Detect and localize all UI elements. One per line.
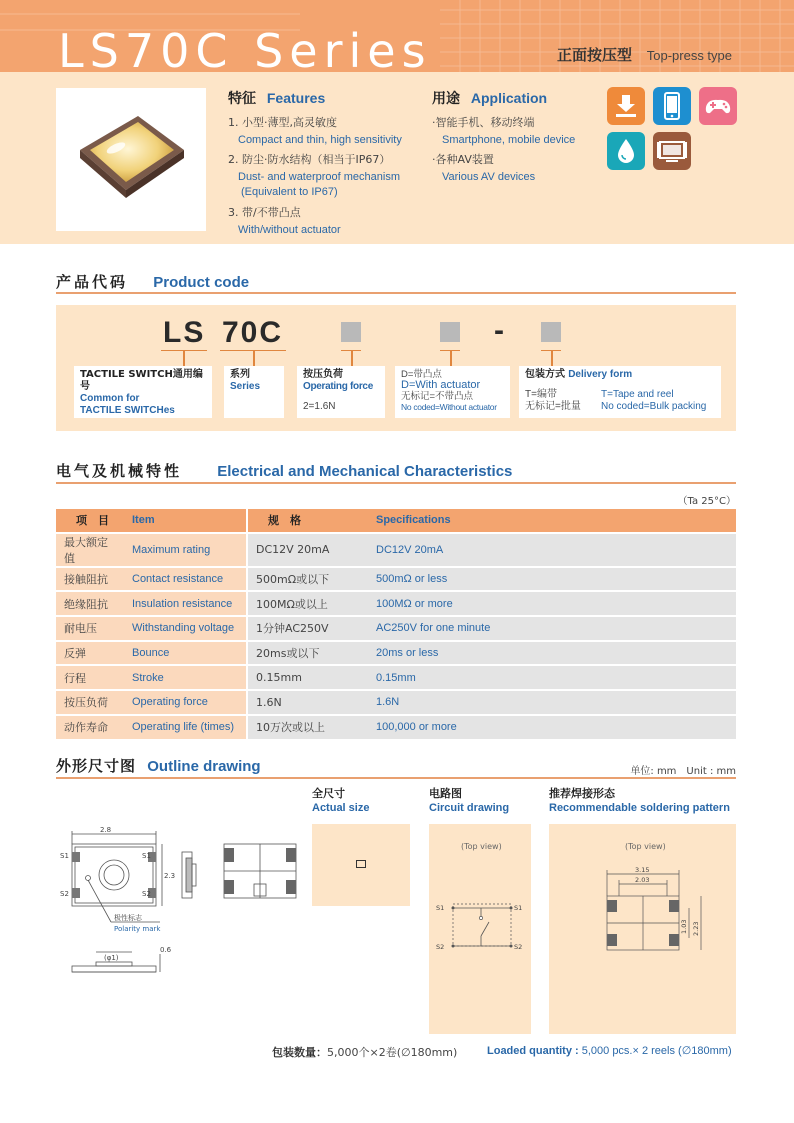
feature-1-cn: 1. 小型·薄型,高灵敏度: [228, 116, 337, 129]
features-heading: 特征 Features: [228, 90, 326, 107]
code-force-box: [341, 322, 361, 342]
dim-315: 3.15: [635, 866, 650, 874]
page-title: LS70C Series: [58, 24, 432, 72]
features-list: [228, 115, 402, 238]
circuit-s1-right: S1: [514, 904, 523, 912]
code-leader-force: [351, 350, 353, 366]
circuit-top-view: (Top view): [461, 842, 502, 851]
solder-top-view: (Top view): [625, 842, 666, 851]
product-code-heading: 产品代码 Product code: [56, 273, 250, 291]
dim-203: 2.03: [635, 876, 650, 884]
outline-drawing: [56, 822, 306, 992]
table-row: 行程 Stroke 0.15mm 0.15mm: [56, 666, 736, 689]
characteristics-heading: 电气及机械特性 Electrical and Mechanical Characteristics: [56, 462, 513, 480]
solder-box: [549, 824, 736, 1034]
application-list: [432, 115, 575, 185]
dim-width: 2.8: [100, 826, 112, 834]
dim-223: 2.23: [692, 921, 700, 936]
solder-heading: 推荐焊接形态 Recommendable soldering pattern: [549, 787, 730, 814]
feature-2-en: Dust- and waterproof mechanism: [238, 171, 401, 183]
pin-s2-right: S2: [142, 890, 151, 898]
circuit-heading: 电路图 Circuit drawing: [429, 787, 510, 814]
table-row: 动作寿命 Operating life (times) 10万次或以上 100,000 or more: [56, 716, 736, 739]
feature-2-en2: (Equivalent to IP67): [241, 186, 338, 198]
qty-en: Loaded quantity : 5,000 pcs.× 2 reels (∅180mm): [487, 1045, 732, 1057]
code-leader-ls: [183, 350, 185, 366]
product-code-rule: [56, 292, 736, 294]
card-delivery: 包装方式 Delivery form T=编带 T=Tape and reel 无标记=批量 No coded=Bulk packing: [519, 366, 721, 418]
code-leader-series: [253, 350, 255, 366]
table-row: 反弹 Bounce 20ms或以下 20ms or less: [56, 642, 736, 665]
outline-rule: [56, 777, 736, 779]
unit-label: 单位: mm Unit : mm: [630, 766, 736, 777]
table-row: 最大额定值 Maximum rating DC12V 20mA DC12V 20mA: [56, 534, 736, 566]
outline-heading: 外形尺寸图 Outline drawing: [56, 757, 261, 775]
water-drop-icon: [607, 132, 645, 170]
press-type-en: Top-press type: [646, 48, 732, 63]
product-photo: [56, 88, 206, 231]
card-actuator: D=带凸点 D=With actuator 无标记=不带凸点 No coded=Without actuator: [395, 366, 510, 418]
table-row: 绝缘阻抗 Insulation resistance 100MΩ或以上 100MΩ or more: [56, 592, 736, 615]
code-dash: -: [494, 314, 506, 347]
gamepad-icon: [699, 87, 737, 125]
qty-cn: 包装数量：5,000个×2卷(∅180mm): [272, 1046, 458, 1059]
smartphone-icon: [653, 87, 691, 125]
circuit-s1-left: S1: [436, 904, 445, 912]
card-tactile: TACTILE SWITCH通用编号 Common for TACTILE SWITCHes: [74, 366, 212, 418]
circuit-s2-left: S2: [436, 943, 445, 951]
table-header-row: 项 目 Item 规 格 Specifications: [56, 509, 736, 532]
pin-s1-left: S1: [60, 852, 69, 860]
polarity-cn: 极性标志: [114, 914, 142, 922]
table-row: 接触阻抗 Contact resistance 500mΩ或以下 500mΩ or less: [56, 568, 736, 591]
ambient-temp: （Ta 25°C）: [677, 496, 736, 507]
download-icon: [607, 87, 645, 125]
actual-size-heading: 全尺寸 Actual size: [312, 787, 370, 814]
application-1-en: Smartphone, mobile device: [442, 134, 576, 146]
code-actuator-box: [440, 322, 460, 342]
header-banner: [0, 0, 794, 72]
characteristics-table: [56, 507, 736, 741]
pin-s1-right: S1: [142, 852, 151, 860]
dim-height: 2.3: [164, 872, 176, 880]
code-ls: LS: [163, 316, 206, 349]
polarity-en: Polarity mark: [114, 925, 161, 933]
tv-icon: [653, 132, 691, 170]
feature-3-en: With/without actuator: [238, 224, 341, 236]
dim-diameter: (φ1): [104, 954, 119, 962]
application-1-cn: ·智能手机、移动终端: [432, 116, 535, 129]
code-delivery-box: [541, 322, 561, 342]
circuit-s2-right: S2: [514, 943, 523, 951]
characteristics-rule: [56, 482, 736, 484]
card-series: 系列 Series: [224, 366, 284, 418]
application-heading: 用途 Application: [432, 90, 548, 107]
card-force: 按压负荷 Operating force 2=1.6N: [297, 366, 385, 418]
press-type-cn: 正面按压型: [556, 46, 632, 64]
code-leader-actuator: [450, 350, 452, 366]
solder-pattern: [549, 864, 736, 964]
application-2-cn: ·各种AV装置: [432, 153, 494, 166]
switch-photo-icon: [56, 88, 206, 231]
dim-thickness: 0.6: [160, 946, 172, 954]
code-leader-delivery: [551, 350, 553, 366]
pin-s2-left: S2: [60, 890, 69, 898]
table-row: 耐电压 Withstanding voltage 1分钟AC250V AC250V for one minute: [56, 617, 736, 640]
table-row: 按压负荷 Operating force 1.6N 1.6N: [56, 691, 736, 714]
actual-size-box: [312, 824, 410, 906]
feature-2-cn: 2. 防尘·防水结构（相当于IP67）: [228, 153, 391, 166]
circuit-diagram: [429, 894, 531, 954]
dim-103: 1.03: [680, 919, 688, 934]
circuit-box: [429, 824, 531, 1034]
application-2-en: Various AV devices: [442, 171, 536, 183]
actual-size-switch: [356, 860, 366, 868]
feature-1-en: Compact and thin, high sensitivity: [238, 134, 402, 146]
feature-3-cn: 3. 带/不带凸点: [228, 206, 301, 219]
press-type-label: [557, 44, 732, 65]
code-series: 70C: [222, 316, 284, 349]
